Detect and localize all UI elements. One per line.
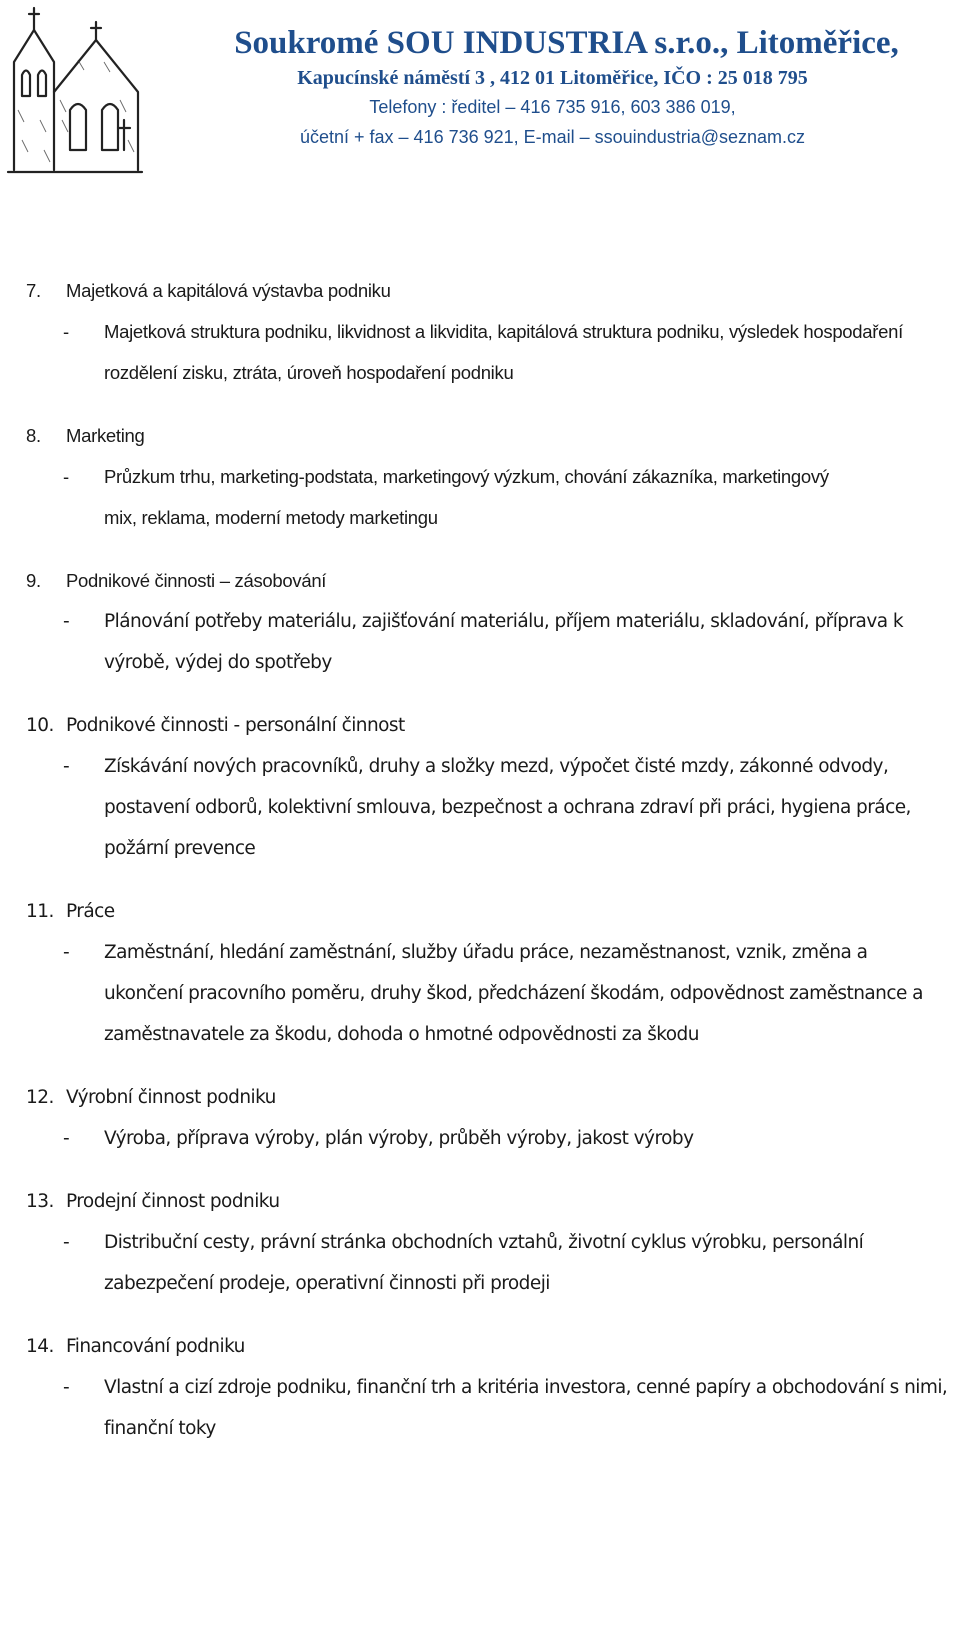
bullet-dash: - bbox=[63, 1232, 70, 1253]
topic-text: Plánování potřeby materiálu, zajišťování materiálu, příjem materiálu, skladování, příprava k výrobě, výdej do spotřeby bbox=[104, 611, 904, 673]
topic-title: Výrobní činnost podniku bbox=[66, 1087, 276, 1108]
topic-title: Podnikové činnosti - personální činnost bbox=[66, 715, 405, 736]
topic-title: Práce bbox=[66, 901, 115, 922]
topic-heading bbox=[26, 891, 956, 932]
topic-text: Průzkum trhu, marketing-podstata, marketingový výzkum, chování zákazníka, marketingový mix, reklama, moderní metody marketingu bbox=[104, 466, 829, 528]
topic-description bbox=[26, 311, 956, 393]
topic-number: 10. bbox=[26, 715, 54, 736]
topic-list bbox=[26, 270, 956, 1471]
topic-title: Prodejní činnost podniku bbox=[66, 1191, 280, 1212]
bullet-dash: - bbox=[63, 611, 70, 632]
topic-description bbox=[26, 456, 956, 538]
topic-number: 11. bbox=[26, 901, 54, 922]
bullet-dash: - bbox=[63, 466, 69, 487]
topic-number: 14. bbox=[26, 1336, 54, 1357]
topic-description bbox=[26, 1367, 956, 1449]
bullet-dash: - bbox=[63, 756, 70, 777]
topic-title: Podnikové činnosti – zásobování bbox=[66, 570, 327, 591]
phone-line: Telefony : ředitel – 416 735 916, 603 386 019, bbox=[369, 97, 736, 117]
topic-text: Výroba, příprava výroby, plán výroby, průběh výroby, jakost výroby bbox=[104, 1128, 694, 1149]
topic-text: Distribuční cesty, právní stránka obchodních vztahů, životní cyklus výrobku, personální zabezpečení prodeje, operativní činnosti při prodeji bbox=[104, 1232, 864, 1294]
topic-heading bbox=[26, 270, 956, 311]
letterhead bbox=[150, 22, 955, 152]
topic-heading bbox=[26, 1326, 956, 1367]
topic-heading bbox=[26, 1077, 956, 1118]
topic-section-11 bbox=[26, 891, 956, 1055]
topic-title: Financování podniku bbox=[66, 1336, 245, 1357]
topic-number: 7. bbox=[26, 280, 41, 301]
school-church-logo bbox=[0, 0, 145, 180]
topic-section-7 bbox=[26, 270, 956, 393]
topic-text: Majetková struktura podniku, likvidnost a likvidita, kapitálová struktura podniku, výsledek hospodaření rozdělení zisku, ztráta, úroveň hospodaření podniku bbox=[104, 321, 903, 383]
topic-number: 8. bbox=[26, 425, 41, 446]
contact-line: účetní + fax – 416 736 921, E-mail – ssouindustria@seznam.cz bbox=[299, 127, 806, 147]
bullet-dash: - bbox=[63, 321, 69, 342]
topic-heading bbox=[26, 560, 956, 601]
topic-heading bbox=[26, 415, 956, 456]
topic-number: 12. bbox=[26, 1087, 54, 1108]
topic-description bbox=[26, 601, 956, 683]
topic-section-13 bbox=[26, 1181, 956, 1304]
topic-description bbox=[26, 1118, 956, 1159]
topic-section-8 bbox=[26, 415, 956, 538]
topic-description bbox=[26, 932, 956, 1055]
topic-title: Majetková a kapitálová výstavba podniku bbox=[66, 280, 391, 301]
school-name: Soukromé SOU INDUSTRIA s.r.o., Litoměřice, bbox=[234, 25, 899, 61]
bullet-dash: - bbox=[63, 1128, 70, 1149]
school-address: Kapucínské náměstí 3 , 412 01 Litoměřice, IČO : 25 018 795 bbox=[297, 67, 808, 89]
topic-description bbox=[26, 746, 956, 869]
topic-description bbox=[26, 1222, 956, 1304]
topic-text: Vlastní a cizí zdroje podniku, finanční trh a kritéria investora, cenné papíry a obchodování s nimi, finanční toky bbox=[104, 1377, 948, 1439]
bullet-dash: - bbox=[63, 1377, 70, 1398]
topic-heading bbox=[26, 1181, 956, 1222]
topic-title: Marketing bbox=[66, 425, 145, 446]
topic-section-10 bbox=[26, 705, 956, 869]
topic-text: Získávání nových pracovníků, druhy a složky mezd, výpočet čisté mzdy, zákonné odvody, postavení odborů, kolektivní smlouva, bezpečnost a ochrana zdraví při práci, hygiena práce, požární prevence bbox=[104, 756, 911, 859]
topic-section-14 bbox=[26, 1326, 956, 1449]
topic-heading bbox=[26, 705, 956, 746]
topic-section-9 bbox=[26, 560, 956, 683]
topic-number: 9. bbox=[26, 570, 41, 591]
topic-text: Zaměstnání, hledání zaměstnání, služby úřadu práce, nezaměstnanost, vznik, změna a ukončení pracovního poměru, druhy škod, předcházení škodám, odpovědnost zaměstnance a zaměstnavatele za škodu, dohoda o hmotné odpovědnosti za škodu bbox=[104, 942, 923, 1045]
topic-number: 13. bbox=[26, 1191, 54, 1212]
topic-section-12 bbox=[26, 1077, 956, 1159]
bullet-dash: - bbox=[63, 942, 70, 963]
